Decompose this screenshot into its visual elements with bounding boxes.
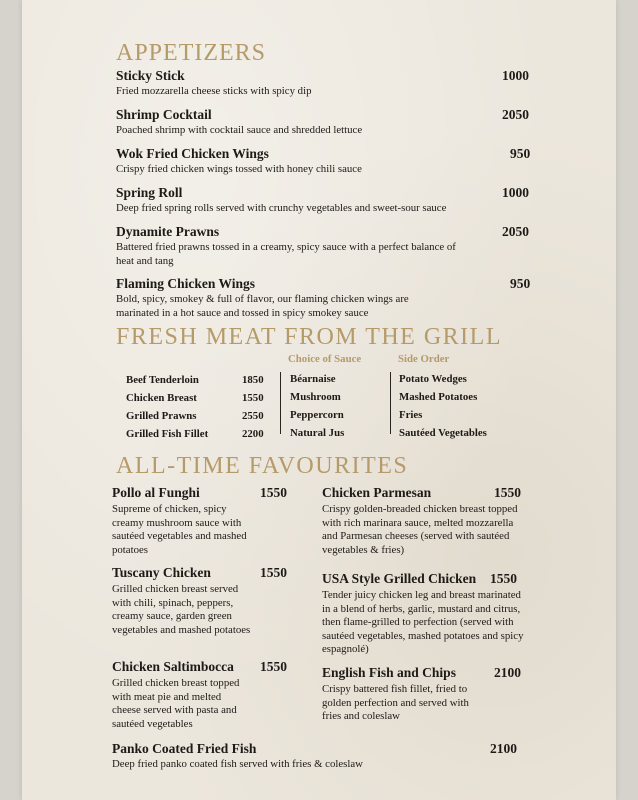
menu-item bbox=[116, 107, 536, 138]
item-price: 1000 bbox=[502, 68, 529, 83]
sauce-option: Mushroom bbox=[290, 391, 341, 403]
menu-item bbox=[116, 276, 416, 320]
item-name: USA Style Grilled Chicken bbox=[322, 571, 477, 586]
item-name: Panko Coated Fried Fish bbox=[112, 741, 257, 756]
item-description: Crispy fried chicken wings tossed with honey chili sauce bbox=[116, 163, 362, 175]
side-option: Mashed Potatoes bbox=[399, 391, 478, 403]
item-name: English Fish and Chips bbox=[322, 665, 456, 680]
menu-item bbox=[116, 185, 536, 216]
item-price: 950 bbox=[510, 146, 531, 161]
grill-meat-price: 1550 bbox=[242, 392, 264, 404]
item-name: Shrimp Cocktail bbox=[116, 107, 212, 122]
sauce-header: Choice of Sauce bbox=[288, 353, 362, 365]
menu-item bbox=[112, 741, 452, 772]
menu-item bbox=[116, 224, 476, 268]
grill-title: FRESH MEAT FROM THE GRILL bbox=[116, 324, 502, 350]
item-price: 1000 bbox=[502, 185, 529, 200]
side-option: Fries bbox=[399, 409, 423, 421]
menu-item bbox=[322, 485, 522, 557]
grill-meat-name: Beef Tenderloin bbox=[126, 374, 199, 386]
item-description: Deep fried spring rolls served with crunchy vegetables and sweet-sour sauce bbox=[116, 202, 447, 214]
item-description: Crispy battered fish fillet, fried to golden perfection and served with fries and coleslaw bbox=[322, 683, 469, 722]
item-description: Poached shrimp with cocktail sauce and shredded lettuce bbox=[116, 124, 363, 136]
side-option: Potato Wedges bbox=[399, 373, 467, 385]
item-description: Fried mozzarella cheese sticks with spicy dip bbox=[116, 85, 312, 97]
side-option: Sautéed Vegetables bbox=[399, 427, 487, 439]
item-description: Deep fried panko coated fish served with fries & coleslaw bbox=[112, 758, 363, 770]
item-price: 1550 bbox=[490, 571, 517, 586]
item-price: 2050 bbox=[502, 107, 529, 122]
grill-meat-price: 2200 bbox=[242, 428, 264, 440]
item-name: Sticky Stick bbox=[116, 68, 185, 83]
grill-meat-name: Grilled Prawns bbox=[126, 410, 197, 422]
item-price: 2100 bbox=[494, 665, 521, 680]
grill-meat-name: Grilled Fish Fillet bbox=[126, 428, 209, 440]
item-description: Supreme of chicken, spicy creamy mushroom sauce with sautéed vegetables and mashed potatoes bbox=[112, 503, 247, 556]
sauce-option: Natural Jus bbox=[290, 427, 345, 439]
menu-item bbox=[112, 659, 252, 731]
menu-item bbox=[112, 485, 252, 557]
menu-item bbox=[112, 565, 252, 637]
menu-item bbox=[116, 146, 536, 177]
item-name: Dynamite Prawns bbox=[116, 224, 220, 239]
divider bbox=[280, 372, 281, 434]
item-price: 1550 bbox=[260, 485, 287, 500]
item-description: Grilled chicken breast served with chili, spinach, peppers, creamy sauce, garden green vegetables and mashed potatoes bbox=[112, 583, 251, 636]
side-header: Side Order bbox=[398, 353, 450, 365]
item-description: Grilled chicken breast topped with meat pie and melted cheese served with pasta and sautéed vegetables bbox=[112, 677, 240, 730]
favourites-title: ALL-TIME FAVOURITES bbox=[116, 453, 409, 479]
item-name: Spring Roll bbox=[116, 185, 183, 200]
sauce-option: Béarnaise bbox=[290, 373, 336, 385]
item-description: Battered fried prawns tossed in a creamy, spicy sauce with a perfect balance of heat and tang bbox=[116, 241, 456, 267]
item-name: Pollo al Funghi bbox=[112, 485, 200, 500]
item-price: 1550 bbox=[260, 565, 287, 580]
item-name: Wok Fried Chicken Wings bbox=[116, 146, 269, 161]
menu-item bbox=[116, 68, 536, 99]
item-description: Crispy golden-breaded chicken breast topped with rich marinara sauce, melted mozzarella and Parmesan cheeses (served with sautéed vegetables & fries) bbox=[322, 503, 518, 556]
divider bbox=[390, 372, 391, 434]
item-name: Chicken Parmesan bbox=[322, 485, 432, 500]
item-description: Tender juicy chicken leg and breast marinated in a blend of herbs, garlic, mustard and citrus, then flame-grilled to perfection (served with sautéed vegetables, mashed potatoes and spicy espagnolé) bbox=[322, 589, 524, 655]
menu-item bbox=[322, 665, 472, 724]
grill-meat-price: 1850 bbox=[242, 374, 264, 386]
grill-meat-name: Chicken Breast bbox=[126, 392, 197, 404]
appetizers-title: APPETIZERS bbox=[116, 40, 267, 66]
item-price: 1550 bbox=[494, 485, 521, 500]
grill-meat-price: 2550 bbox=[242, 410, 264, 422]
item-name: Chicken Saltimbocca bbox=[112, 659, 234, 674]
item-price: 2050 bbox=[502, 224, 529, 239]
item-price: 950 bbox=[510, 276, 531, 291]
menu-page bbox=[22, 0, 616, 800]
item-name: Tuscany Chicken bbox=[112, 565, 211, 580]
item-price: 1550 bbox=[260, 659, 287, 674]
sauce-option: Peppercorn bbox=[290, 409, 344, 421]
item-name: Flaming Chicken Wings bbox=[116, 276, 256, 291]
item-description: Bold, spicy, smokey & full of flavor, our flaming chicken wings are marinated in a hot sauce and tossed in spicy smokey sauce bbox=[116, 293, 409, 319]
item-price: 2100 bbox=[490, 741, 517, 756]
